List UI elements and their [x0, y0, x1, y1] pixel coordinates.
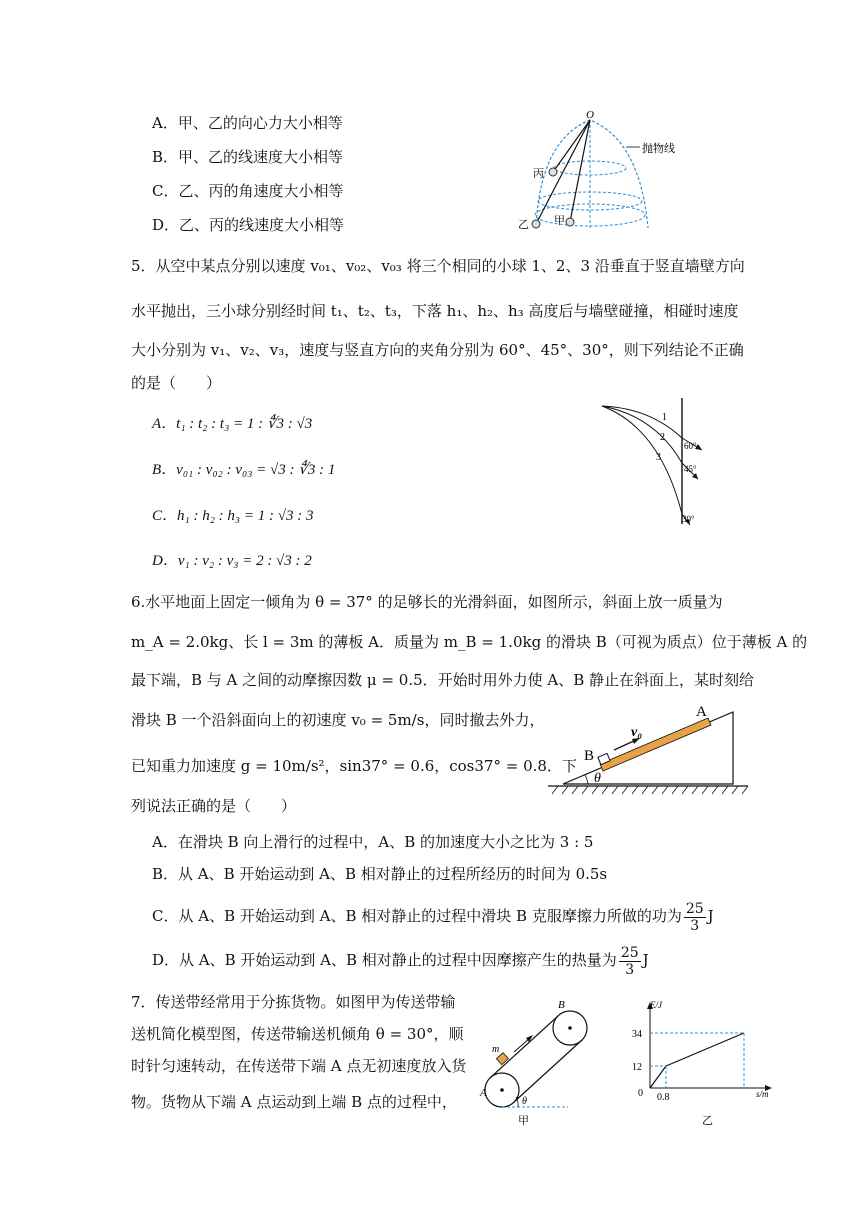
energy-axis-label: E/J — [650, 1000, 662, 1010]
x-tick-0-8: 0.8 — [657, 1092, 670, 1103]
q5-wall-figure — [600, 398, 710, 528]
q6-line-4: 滑块 B 一个沿斜面向上的初速度 v₀ = 5m/s，同时撤去外力， — [131, 711, 545, 729]
q6-line-3: 最下端，B 与 A 之间的动摩擦因数 μ = 0.5．开始时用外力使 A、B 静止在斜面上，某时刻给 — [131, 671, 755, 689]
jia-label: 甲 — [554, 215, 565, 227]
q4-option-a: A．甲、乙的向心力大小相等 — [152, 114, 343, 132]
q7-line-3: 时针匀速转动，在传送带下端 A 点无初速度放入货 — [131, 1057, 467, 1075]
yi-ball — [532, 220, 540, 228]
q5-line-3: 大小分别为 v₁、v₂、v₃，速度与竖直方向的夹角分别为 60°、45°、30°，则下列结论不正确 — [131, 341, 744, 359]
q5-option-d: D．v₁ : v₂ : v₃ = 2 : √3 : 2 — [152, 553, 312, 569]
q4-option-d: D．乙、丙的线速度大小相等 — [152, 216, 345, 234]
q6-option-d — [152, 940, 649, 980]
conveyor-figure — [478, 1000, 608, 1130]
work-fraction-den: 3 — [690, 917, 700, 934]
energy-graph — [630, 1000, 780, 1130]
y-tick-34: 34 — [632, 1029, 642, 1040]
heat-fraction-num: 25 — [620, 944, 639, 961]
q4-option-b: B．甲、乙的线速度大小相等 — [152, 148, 344, 166]
plank-a — [600, 718, 711, 771]
work-unit: J — [707, 907, 714, 925]
angle-30-label: 30° — [682, 514, 695, 524]
q6-line-5: 已知重力加速度 g = 10m/s²，sin37° = 0.6，cos37° = 0.8．下 — [131, 757, 577, 775]
q5-option-a: A．t₁ : t₂ : t₃ = 1 : ∜3 : √3 — [152, 416, 313, 432]
q6-option-d-text: D．从 A、B 开始运动到 A、B 相对静止的过程中因摩擦产生的热量为 — [152, 951, 617, 969]
theta-label: θ — [594, 771, 601, 786]
q7-line-4: 物。货物从下端 A 点运动到上端 B 点的过程中， — [131, 1093, 457, 1111]
q5-line-2: 水平抛出，三小球分别经时间 t₁、t₂、t₃，下落 h₁、h₂、h₃ 高度后与墙壁碰撞，相碰时速度 — [131, 302, 739, 320]
work-fraction — [684, 901, 706, 934]
cargo-m-label: m — [492, 1044, 500, 1055]
origin-zero-label: 0 — [638, 1088, 643, 1099]
heat-fraction — [619, 945, 641, 978]
q7-line-1: 7．传送带经常用于分拣货物。如图甲为传送带输 — [131, 993, 456, 1011]
graph-caption: 乙 — [702, 1115, 713, 1127]
distance-axis-label: s/m — [756, 1089, 769, 1099]
ball-3-label: 3 — [656, 452, 661, 463]
q6-option-c — [152, 896, 714, 936]
work-fraction-num: 25 — [685, 900, 704, 917]
q6-line-6: 列说法正确的是（ ） — [131, 797, 297, 815]
q6-option-a: A．在滑块 B 向上滑行的过程中，A、B 的加速度大小之比为 3 : 5 — [152, 833, 594, 851]
y-tick-12: 12 — [632, 1062, 642, 1073]
ball-2-label: 2 — [660, 432, 665, 443]
q6-line-2: m_A = 2.0kg、长 l = 3m 的薄板 A．质量为 m_B = 1.0kg 的滑块 B（可视为质点）位于薄板 A 的 — [131, 633, 808, 651]
ball-1-label: 1 — [662, 412, 667, 423]
bing-ball — [549, 168, 557, 176]
q7-line-2: 送机简化模型图，传送带输送机倾角 θ = 30°，顺 — [131, 1025, 464, 1043]
angle-60-label: 60° — [684, 441, 697, 451]
q5-line-4: 的是（ ） — [131, 374, 222, 392]
heat-unit: J — [642, 951, 649, 969]
plank-a-label: A — [696, 704, 707, 720]
q4-paraboloid-figure — [500, 110, 700, 240]
origin-label: O — [586, 109, 594, 121]
heat-fraction-den: 3 — [625, 961, 635, 978]
parabola-label: 抛物线 — [642, 143, 675, 155]
yi-label: 乙 — [518, 219, 529, 231]
v0-label: v₀ — [631, 725, 643, 740]
block-b-label: B — [584, 748, 595, 764]
q6-option-c-text: C．从 A、B 开始运动到 A、B 相对静止的过程中滑块 B 克服摩擦力所做的功为 — [152, 907, 682, 925]
bing-label: 丙 — [533, 168, 544, 180]
q6-option-b: B．从 A、B 开始运动到 A、B 相对静止的过程所经历的时间为 0.5s — [152, 865, 608, 883]
q6-incline-figure — [548, 698, 748, 798]
jia-ball — [566, 218, 574, 226]
conveyor-b-label: B — [558, 999, 565, 1011]
q5-option-b: B．v₀₁ : v₀₂ : v₀₃ = √3 : ∜3 : 1 — [152, 462, 336, 478]
conveyor-caption: 甲 — [518, 1115, 529, 1127]
q6-line-1: 6.水平地面上固定一倾角为 θ = 37° 的足够长的光滑斜面，如图所示，斜面上放一质量为 — [131, 593, 723, 611]
q4-option-c: C．乙、丙的角速度大小相等 — [152, 182, 344, 200]
conveyor-a-label: A — [480, 1087, 487, 1099]
conveyor-theta-label: θ — [522, 1096, 527, 1107]
q5-option-c: C．h₁ : h₂ : h₃ = 1 : √3 : 3 — [152, 508, 314, 524]
q5-line-1: 5．从空中某点分别以速度 v₀₁、v₀₂、v₀₃ 将三个相同的小球 1、2、3 沿垂直于竖直墙壁方向 — [131, 257, 745, 275]
angle-45-label: 45° — [684, 464, 697, 474]
